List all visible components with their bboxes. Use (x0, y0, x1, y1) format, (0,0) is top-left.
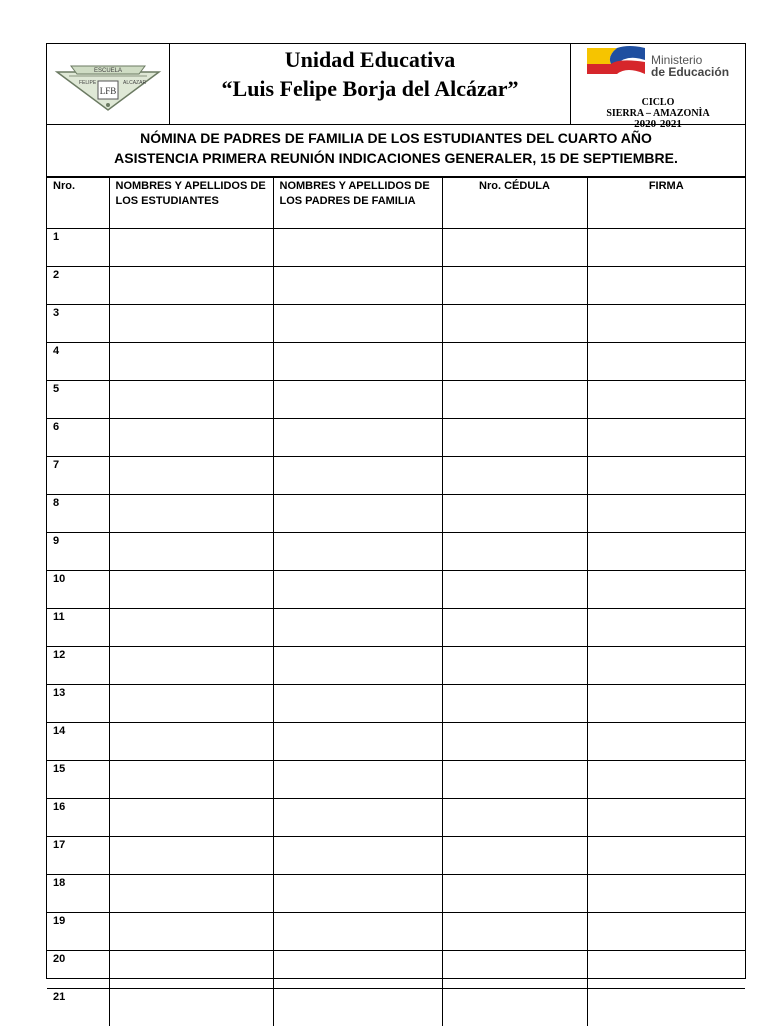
ministry-name (651, 54, 745, 80)
student-name-cell[interactable] (109, 647, 273, 685)
ministry-name-line1: Ministerio (651, 54, 745, 66)
row-number: 4 (47, 343, 109, 381)
row-number: 5 (47, 381, 109, 419)
cedula-cell[interactable] (442, 343, 587, 381)
signature-cell[interactable] (587, 495, 745, 533)
student-name-cell[interactable] (109, 989, 273, 1026)
parent-name-cell[interactable] (273, 913, 442, 951)
row-number: 9 (47, 533, 109, 571)
signature-cell[interactable] (587, 761, 745, 799)
table-row (47, 761, 745, 799)
student-name-cell[interactable] (109, 609, 273, 647)
student-name-cell[interactable] (109, 723, 273, 761)
row-number: 3 (47, 305, 109, 343)
parent-name-cell[interactable] (273, 685, 442, 723)
table-row (47, 419, 745, 457)
ministry-flag-logo (587, 44, 647, 80)
row-number: 20 (47, 951, 109, 989)
cedula-cell[interactable] (442, 267, 587, 305)
attendance-table (47, 177, 745, 1026)
subtitle-line1: NÓMINA DE PADRES DE FAMILIA DE LOS ESTUDIANTES DEL CUARTO AÑO (47, 128, 745, 148)
student-name-cell[interactable] (109, 533, 273, 571)
table-row (47, 267, 745, 305)
parent-name-cell[interactable] (273, 989, 442, 1026)
signature-cell[interactable] (587, 419, 745, 457)
parent-name-cell[interactable] (273, 533, 442, 571)
logo-text-top: ESCUELA (94, 68, 122, 74)
logo-text-right: ALCAZAR (123, 80, 146, 86)
header-parent-names: NOMBRES Y APELLIDOS DE LOS PADRES DE FAMILIA (273, 178, 442, 229)
table-row (47, 913, 745, 951)
table-row (47, 457, 745, 495)
cedula-cell[interactable] (442, 647, 587, 685)
student-name-cell[interactable] (109, 229, 273, 267)
parent-name-cell[interactable] (273, 875, 442, 913)
school-name-line2: “Luis Felipe Borja del Alcázar” (170, 76, 570, 102)
student-name-cell[interactable] (109, 305, 273, 343)
signature-cell[interactable] (587, 229, 745, 267)
cedula-cell[interactable] (442, 229, 587, 267)
signature-cell[interactable] (587, 951, 745, 989)
signature-cell[interactable] (587, 267, 745, 305)
table-row (47, 305, 745, 343)
parent-name-cell[interactable] (273, 951, 442, 989)
row-number: 2 (47, 267, 109, 305)
student-name-cell[interactable] (109, 381, 273, 419)
row-number: 12 (47, 647, 109, 685)
signature-cell[interactable] (587, 723, 745, 761)
header-student-names: NOMBRES Y APELLIDOS DE LOS ESTUDIANTES (109, 178, 273, 229)
cedula-cell[interactable] (442, 951, 587, 989)
cedula-cell[interactable] (442, 723, 587, 761)
cedula-cell[interactable] (442, 419, 587, 457)
student-name-cell[interactable] (109, 799, 273, 837)
signature-cell[interactable] (587, 647, 745, 685)
parent-name-cell[interactable] (273, 305, 442, 343)
header-nro: Nro. (47, 178, 109, 229)
table-row (47, 647, 745, 685)
table-row (47, 229, 745, 267)
parent-name-cell[interactable] (273, 761, 442, 799)
parent-name-cell[interactable] (273, 837, 442, 875)
header-firma: FIRMA (587, 178, 745, 229)
cedula-cell[interactable] (442, 799, 587, 837)
table-row (47, 799, 745, 837)
student-name-cell[interactable] (109, 761, 273, 799)
school-name-line1: Unidad Educativa (170, 47, 570, 73)
student-name-cell[interactable] (109, 267, 273, 305)
table-row (47, 533, 745, 571)
school-title (170, 44, 571, 124)
row-number: 19 (47, 913, 109, 951)
cycle-years: 2020-2021 (571, 119, 745, 130)
student-name-cell[interactable] (109, 837, 273, 875)
row-number: 13 (47, 685, 109, 723)
cedula-cell[interactable] (442, 305, 587, 343)
ministry-name-line2: de Educación (651, 66, 745, 78)
school-logo-cell (47, 44, 170, 124)
student-name-cell[interactable] (109, 343, 273, 381)
cedula-cell[interactable] (442, 571, 587, 609)
cycle-label: CICLO (571, 97, 745, 108)
header-cedula: Nro. CÉDULA (442, 178, 587, 229)
parent-name-cell[interactable] (273, 457, 442, 495)
signature-cell[interactable] (587, 989, 745, 1026)
cedula-cell[interactable] (442, 685, 587, 723)
row-number: 7 (47, 457, 109, 495)
row-number: 11 (47, 609, 109, 647)
parent-name-cell[interactable] (273, 343, 442, 381)
parent-name-cell[interactable] (273, 229, 442, 267)
signature-cell[interactable] (587, 685, 745, 723)
signature-cell[interactable] (587, 457, 745, 495)
cedula-cell[interactable] (442, 457, 587, 495)
cedula-cell[interactable] (442, 875, 587, 913)
cedula-cell[interactable] (442, 837, 587, 875)
row-number: 21 (47, 989, 109, 1026)
signature-cell[interactable] (587, 609, 745, 647)
cedula-cell[interactable] (442, 381, 587, 419)
row-number: 10 (47, 571, 109, 609)
table-row (47, 989, 745, 1026)
logo-text-left: FELIPE (79, 80, 97, 86)
row-number: 17 (47, 837, 109, 875)
table-row (47, 609, 745, 647)
cedula-cell[interactable] (442, 761, 587, 799)
parent-name-cell[interactable] (273, 419, 442, 457)
row-number: 6 (47, 419, 109, 457)
cycle-region: SIERRA – AMAZONÌA (571, 108, 745, 119)
table-row (47, 381, 745, 419)
signature-cell[interactable] (587, 837, 745, 875)
student-name-cell[interactable] (109, 951, 273, 989)
table-row (47, 837, 745, 875)
signature-cell[interactable] (587, 305, 745, 343)
parent-name-cell[interactable] (273, 723, 442, 761)
signature-cell[interactable] (587, 875, 745, 913)
student-name-cell[interactable] (109, 875, 273, 913)
table-row (47, 685, 745, 723)
table-row (47, 495, 745, 533)
parent-name-cell[interactable] (273, 799, 442, 837)
signature-cell[interactable] (587, 533, 745, 571)
table-row (47, 571, 745, 609)
parent-name-cell[interactable] (273, 571, 442, 609)
ministry-cell (571, 44, 745, 124)
table-row (47, 343, 745, 381)
row-number: 16 (47, 799, 109, 837)
table-header-row (47, 178, 745, 229)
signature-cell[interactable] (587, 571, 745, 609)
school-logo (53, 52, 163, 112)
document-subtitle (47, 125, 745, 177)
signature-cell[interactable] (587, 799, 745, 837)
student-name-cell[interactable] (109, 457, 273, 495)
student-name-cell[interactable] (109, 495, 273, 533)
row-number: 8 (47, 495, 109, 533)
student-name-cell[interactable] (109, 571, 273, 609)
student-name-cell[interactable] (109, 419, 273, 457)
row-number: 18 (47, 875, 109, 913)
parent-name-cell[interactable] (273, 495, 442, 533)
cedula-cell[interactable] (442, 533, 587, 571)
signature-cell[interactable] (587, 913, 745, 951)
parent-name-cell[interactable] (273, 609, 442, 647)
row-number: 1 (47, 229, 109, 267)
row-number: 14 (47, 723, 109, 761)
table-row (47, 723, 745, 761)
parent-name-cell[interactable] (273, 647, 442, 685)
document-header (47, 44, 745, 125)
row-number: 15 (47, 761, 109, 799)
attendance-sheet (46, 43, 746, 979)
logo-monogram: LFB (100, 86, 117, 96)
parent-name-cell[interactable] (273, 267, 442, 305)
student-name-cell[interactable] (109, 685, 273, 723)
table-row (47, 875, 745, 913)
cedula-cell[interactable] (442, 495, 587, 533)
cedula-cell[interactable] (442, 913, 587, 951)
cedula-cell[interactable] (442, 989, 587, 1026)
signature-cell[interactable] (587, 381, 745, 419)
student-name-cell[interactable] (109, 913, 273, 951)
signature-cell[interactable] (587, 343, 745, 381)
table-row (47, 951, 745, 989)
cedula-cell[interactable] (442, 609, 587, 647)
parent-name-cell[interactable] (273, 381, 442, 419)
subtitle-line2: ASISTENCIA PRIMERA REUNIÓN INDICACIONES GENERALER, 15 DE SEPTIEMBRE. (47, 148, 745, 168)
